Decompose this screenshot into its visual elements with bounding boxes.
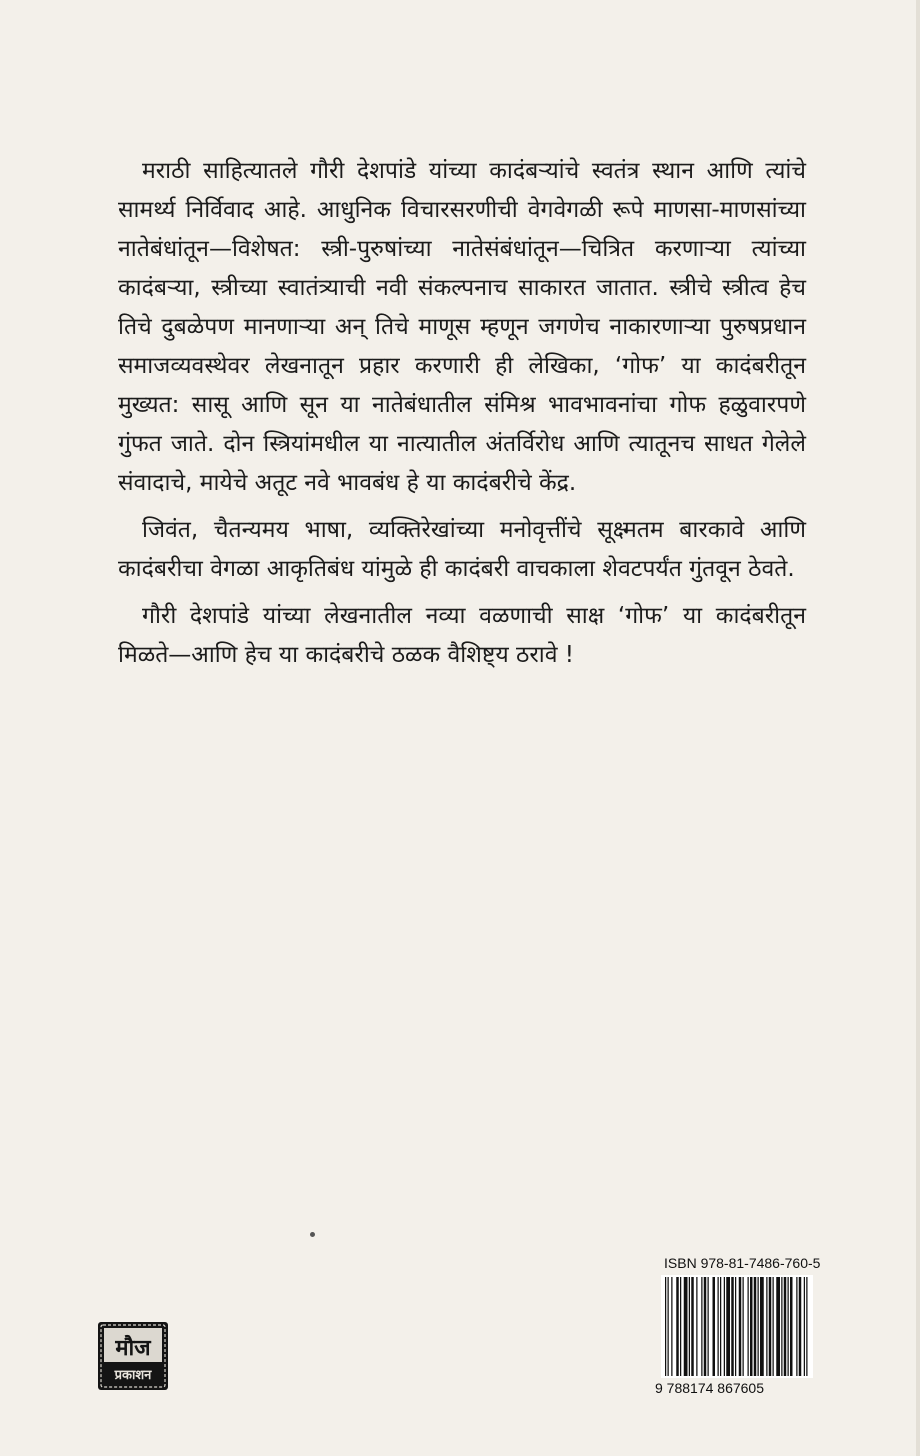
barcode-bar [701,1277,702,1376]
publisher-logo [97,1321,169,1395]
barcode-bar [665,1277,666,1376]
barcode-bar [731,1277,734,1376]
barcode-bar [806,1277,807,1376]
barcode-bar [704,1277,707,1376]
barcode-bar [796,1277,797,1376]
svg-text:प्रकाशन: प्रकाशन [114,1368,152,1383]
barcode-bar [788,1277,789,1376]
barcode-bar [750,1277,753,1376]
barcode-bar [758,1277,759,1376]
blurb-paragraph-2: जिवंत, चैतन्यमय भाषा, व्यक्तिरेखांच्या मनोवृत्तींचे सूक्ष्मतम बारकावे आणि कादंबरीचा वेगळा आकृतिबंध यांमुळे ही कादंबरी वाचकाला शेवटपर्यंत गुंतवून ठेवते. [118,517,806,582]
print-speck [310,1232,315,1237]
barcode-bars [661,1275,813,1378]
barcode-bar [754,1277,757,1376]
barcode-bar [799,1277,802,1376]
barcode-bar [739,1277,742,1376]
barcode-bar [689,1277,690,1376]
blurb-paragraph-1: मराठी साहित्यातले गौरी देशपांडे यांच्या कादंबऱ्यांचे स्वतंत्र स्थान आणि त्यांचे सामर्थ्य निर्विवाद आहे. आधुनिक विचारसरणीची वेगवेगळी रूपे माणसा-माणसांच्या नातेबंधांतून—विशेषत: स्त्री-पुरुषांच्या नातेसंबंधांतून—चित्रित करणाऱ्या त्यांच्या कादंबऱ्या, स्त्रीच्या स्वातंत्र्याची नवी संकल्पनाच साकारत जातात. स्त्रीचे स्त्रीत्व हेच तिचे दुबळेपण मानणाऱ्या अन् तिचे माणूस म्हणून जगणेच नाकारणाऱ्या पुरुषप्रधान समाजव्यवस्थेवर लेखनातून प्रहार करणारी ही लेखिका, ‘गोफ’ या कादंबरीतून मुख्यत: सासू आणि सून या नातेबंधातील संमिश्र भावभावनांचा गोफ हळुवारपणे गुंफत जाते. दोन स्त्रियांमधील या नात्यातील अंतर्विरोध आणि त्यातूनच साधत गेलेले संवादाचे, मायेचे अतूट नवे भावबंध हे या कादंबरीचे केंद्र. [118,158,806,496]
barcode-bar [720,1277,721,1376]
barcode-bar [668,1277,669,1376]
barcode-bar [726,1277,730,1376]
barcode-bar [718,1277,719,1376]
barcode-bar [676,1277,679,1376]
barcode-bar [760,1277,764,1376]
page-edge [916,0,920,1456]
barcode-bar [748,1277,749,1376]
barcode-bar [684,1277,688,1376]
barcode-bar [781,1277,782,1376]
isbn-label: ISBN 978-81-7486-760-5 [664,1255,821,1271]
isbn-barcode [661,1275,813,1378]
blurb-paragraph-3: गौरी देशपांडे यांच्या लेखनातील नव्या वळणाची साक्ष ‘गोफ’ या कादंबरीतून मिळते—आणि हेच या कादंबरीचे ठळक वैशिष्ट्य ठरावे ! [118,603,806,668]
barcode-bar [784,1277,787,1376]
barcode-bar [766,1277,767,1376]
barcode-bar [776,1277,780,1376]
barcode-bar [773,1277,774,1376]
barcode-bar [804,1277,805,1376]
barcode-bar [708,1277,709,1376]
barcode-bar [680,1277,681,1376]
mauj-prakashan-logo-mark [97,1321,169,1391]
barcode-bar [713,1277,716,1376]
back-cover-blurb [118,152,806,683]
barcode-bar [691,1277,694,1376]
barcode-bar [769,1277,772,1376]
barcode-bar [724,1277,725,1376]
barcode-bar [735,1277,736,1376]
barcode-bar [790,1277,793,1376]
barcode-bar [671,1277,672,1376]
svg-text:मौज: मौज [115,1336,151,1361]
barcode-digits: 9 788174 867605 [655,1380,764,1396]
barcode-bar [743,1277,744,1376]
barcode-bar [696,1277,697,1376]
